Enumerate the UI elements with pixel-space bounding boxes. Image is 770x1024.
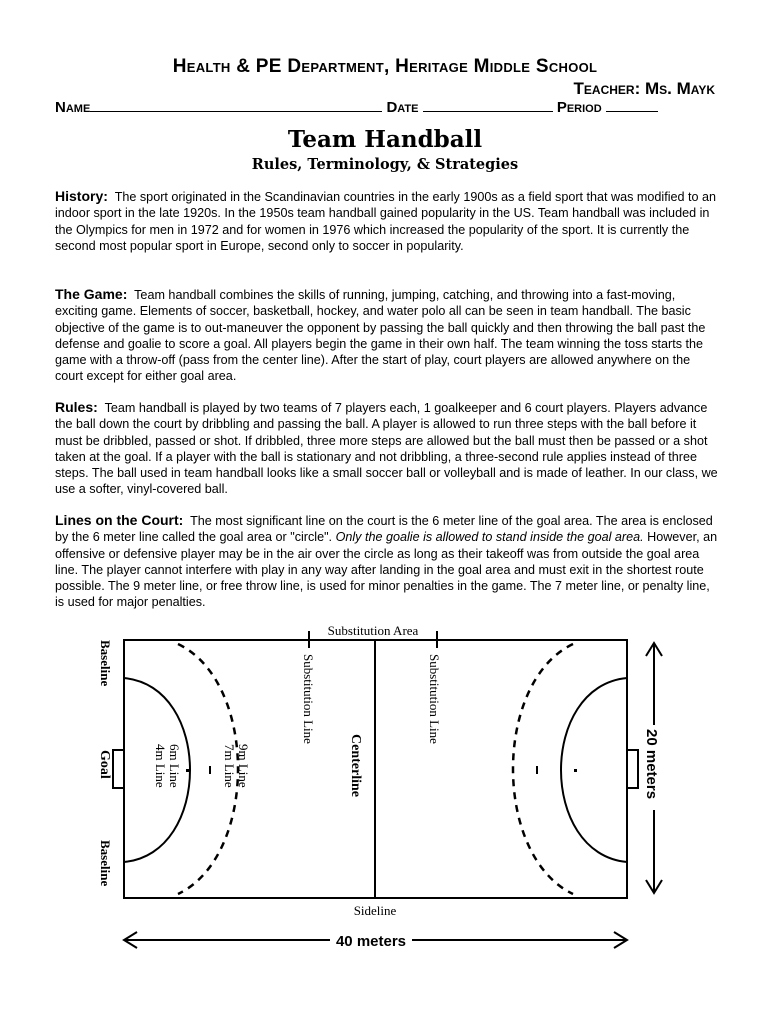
left-4m-mark <box>186 769 189 772</box>
6m-line-label: 6m Line <box>167 744 182 788</box>
baseline-label-top-left: Baseline <box>98 640 113 687</box>
length-label: 40 meters <box>335 933 407 950</box>
substitution-area-label: Substitution Area <box>327 623 419 638</box>
baseline-label-bottom-left: Baseline <box>98 840 113 887</box>
lines-text-italic: Only the goalie is allowed to stand inside the goal area. <box>335 530 644 545</box>
game-text: Team handball combines the skills of running, jumping, catching, and throwing into a fast-moving, exciting game. Elements of soccer, basketball, hockey, and water polo all can be seen in team handball. The basic objective of the game is to out-maneuver the opponent by passing the ball quickly and then throwing the ball past the defense and goalie to score a goal. All players begin the game in their own half. The team winning the toss starts the game with a throw-off (pass from the center line). After the start of play, court players are allowed anywhere on the court except for either goal area. <box>55 288 706 384</box>
history-heading: History: <box>55 188 108 204</box>
left-goal <box>113 750 124 788</box>
substitution-line-left-label: Substitution Line <box>301 654 316 744</box>
history-text: The sport originated in the Scandinavian countries in the early 1900s as a field sport that was modified to an indoor sport in the late 1920s. In the 1950s team handball gained popularity in the US. Team handball was included in the Olympics for men in 1972 and for women in 1976 which increased the popularity of the sport. It is currently the second most popular sport in Europe, second only to soccer in popularity. <box>55 190 717 253</box>
9m-line-label: 9m Line <box>236 744 251 788</box>
width-label: 20 meters <box>643 729 660 800</box>
page-title: Team Handball <box>287 126 483 153</box>
goal-label: Goal <box>97 750 112 779</box>
sideline-label: Sideline <box>353 903 397 918</box>
rules-heading: Rules: <box>55 399 98 415</box>
name-label: Name <box>55 99 91 116</box>
7m-line-label: 7m Line <box>222 744 237 788</box>
centerline-label: Centerline <box>348 734 363 797</box>
substitution-line-right-label: Substitution Line <box>427 654 442 744</box>
lines-heading: Lines on the Court: <box>55 512 184 528</box>
right-4m-mark <box>574 769 577 772</box>
department-heading: Health & PE Department, Heritage Middle School <box>172 56 598 77</box>
rules-text: Team handball is played by two teams of 7 players each, 1 goalkeeper and 6 court players. Players advance the ball down the court by dribbling and passing the ball. A player is allowed to run three steps with the ball before it must be dribbled, passed or shot. If dribbled, three more steps are allowed but the ball must then be passed or a shot taken at the goal. If a player with the ball is stationary and not dribbling, a three-second rule applies instead of three steps. The ball used in team handball looks like a small soccer ball or volleyball and is made of leather. In our class, we use a softer, vinyl-covered ball. <box>55 401 718 497</box>
4m-line-label: 4m Line <box>153 744 168 788</box>
page-subtitle: Rules, Terminology, & Strategies <box>251 156 519 173</box>
lines-text-after: However, an offensive or defensive player may be in the air over the circle as long as their takeoff was from outside the goal area line. The player cannot interfere with play in any way after landing in the goal area and must exit in the shortest route possible. The 9 meter line, or free throw line, is used for minor penalties in the game. The 7 meter line, or penalty line, is used for major penalties. <box>55 530 718 610</box>
right-free-throw-line <box>513 644 573 894</box>
right-goal-area-line <box>561 678 627 862</box>
game-heading: The Game: <box>55 286 128 302</box>
teacher-label: Teacher: Ms. Mayk <box>573 79 715 98</box>
date-label: Date <box>386 99 419 116</box>
period-label: Period <box>556 99 602 116</box>
lines-text-before: The most significant line on the court is the 6 meter line of the goal area. The area is enclosed by the 6 meter line called the goal area or "circle". <box>55 514 713 545</box>
right-goal <box>627 750 638 788</box>
